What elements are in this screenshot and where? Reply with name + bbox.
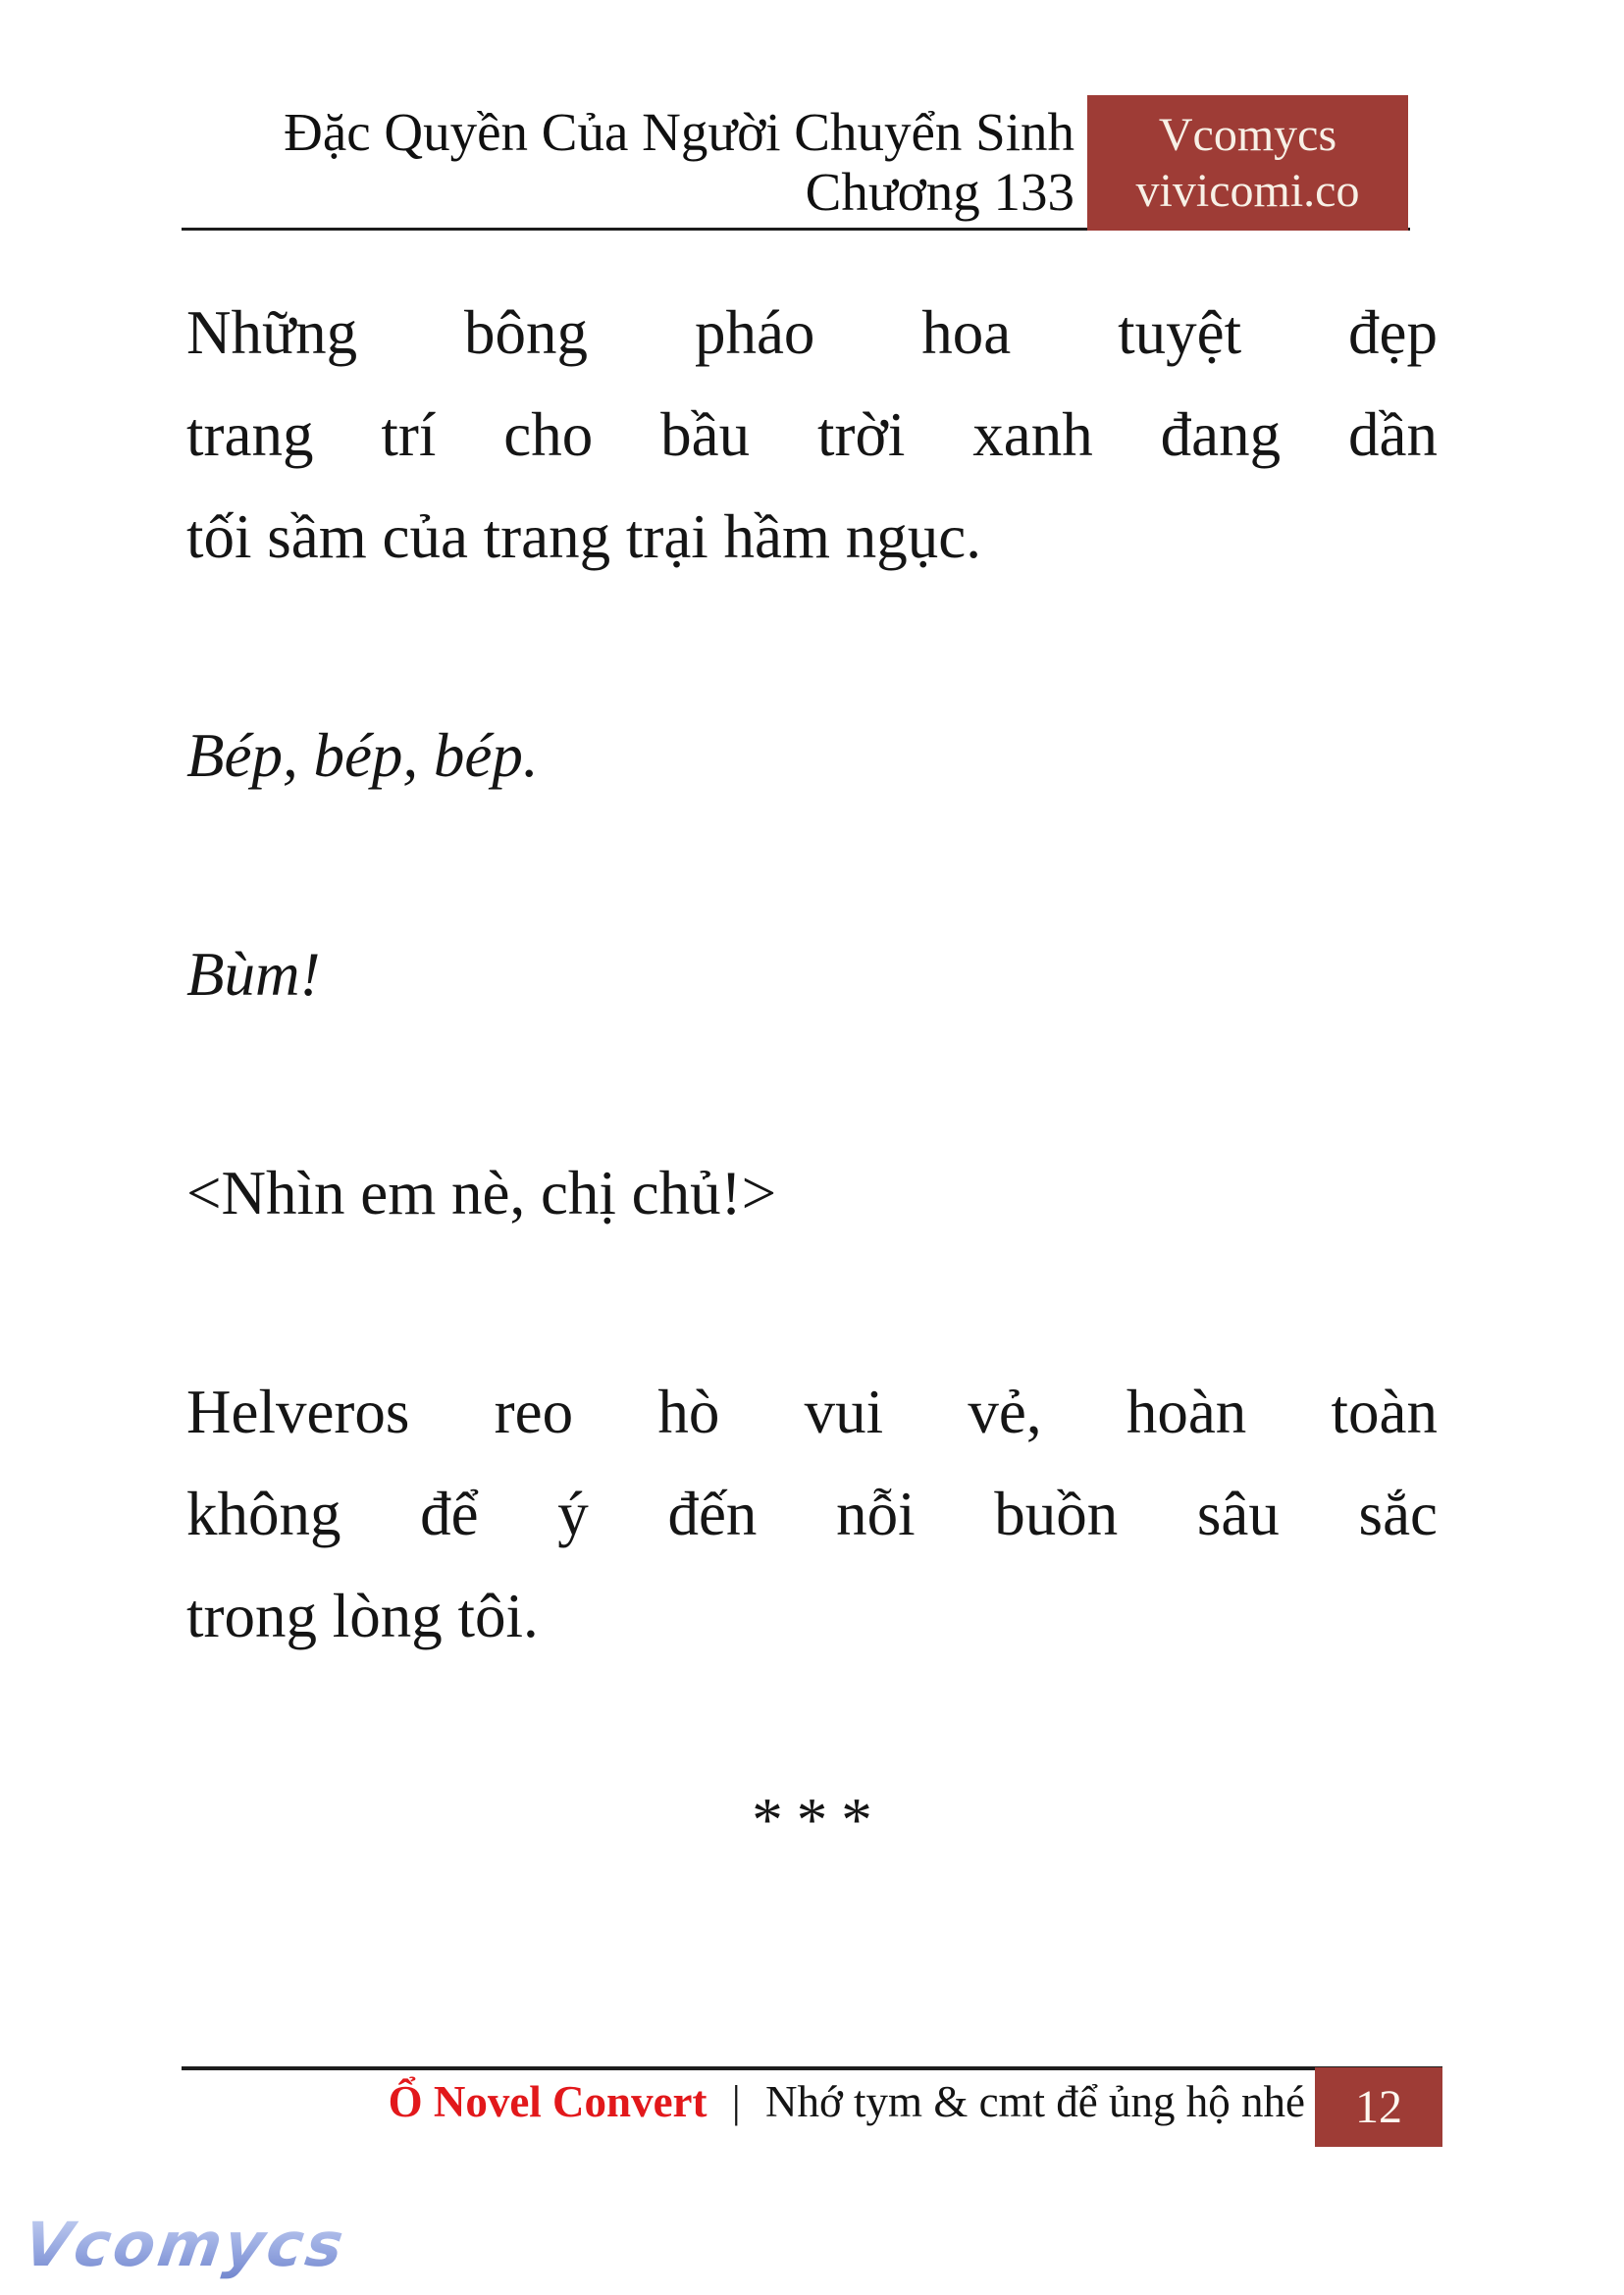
paragraph-1 bbox=[186, 282, 1438, 588]
footer-separator: | bbox=[731, 2077, 741, 2126]
text-line: Bép, bép, bép. bbox=[186, 721, 539, 790]
footer-note: Nhớ tym & cmt để ủng hộ nhé bbox=[765, 2077, 1305, 2126]
footer-credit-line bbox=[389, 2076, 1305, 2127]
story-text bbox=[186, 282, 1438, 1871]
chapter-number: Chương 133 bbox=[805, 162, 1074, 222]
text-line: trang trí cho bầu trời xanh đang dần bbox=[186, 400, 1438, 469]
text-line: không để ý đến nỗi buồn sâu sắc bbox=[186, 1480, 1438, 1548]
text-line: Những bông pháo hoa tuyệt đẹp bbox=[186, 298, 1438, 367]
page-number: 12 bbox=[1355, 2081, 1402, 2133]
paragraph-4 bbox=[186, 1142, 1438, 1244]
text-line: trong lòng tôi. bbox=[186, 1582, 539, 1650]
text-line: Helveros reo hò vui vẻ, hoàn toàn bbox=[186, 1378, 1438, 1446]
book-title: Đặc Quyền Của Người Chuyển Sinh bbox=[284, 102, 1074, 162]
paragraph-2 bbox=[186, 704, 1438, 807]
text-line: Bùm! bbox=[186, 940, 321, 1009]
page-number-box bbox=[1315, 2067, 1442, 2147]
text-line: <Nhìn em nè, chị chủ!> bbox=[186, 1159, 777, 1227]
footer-divider-line bbox=[182, 2066, 1442, 2070]
brand-box bbox=[1087, 95, 1408, 231]
text-line: tối sầm của trang trại hầm ngục. bbox=[186, 502, 981, 571]
paragraph-5 bbox=[186, 1361, 1438, 1667]
chapter-header bbox=[284, 102, 1074, 222]
paragraph-3 bbox=[186, 923, 1438, 1025]
brand-site: vivicomi.co bbox=[1135, 165, 1360, 217]
brand-name: Vcomycs bbox=[1158, 109, 1337, 161]
vcomycs-watermark-logo: Vcomycs bbox=[19, 2206, 350, 2284]
translator-credit: Ổ Novel Convert bbox=[388, 2077, 707, 2126]
section-separator: *** bbox=[752, 1786, 886, 1854]
